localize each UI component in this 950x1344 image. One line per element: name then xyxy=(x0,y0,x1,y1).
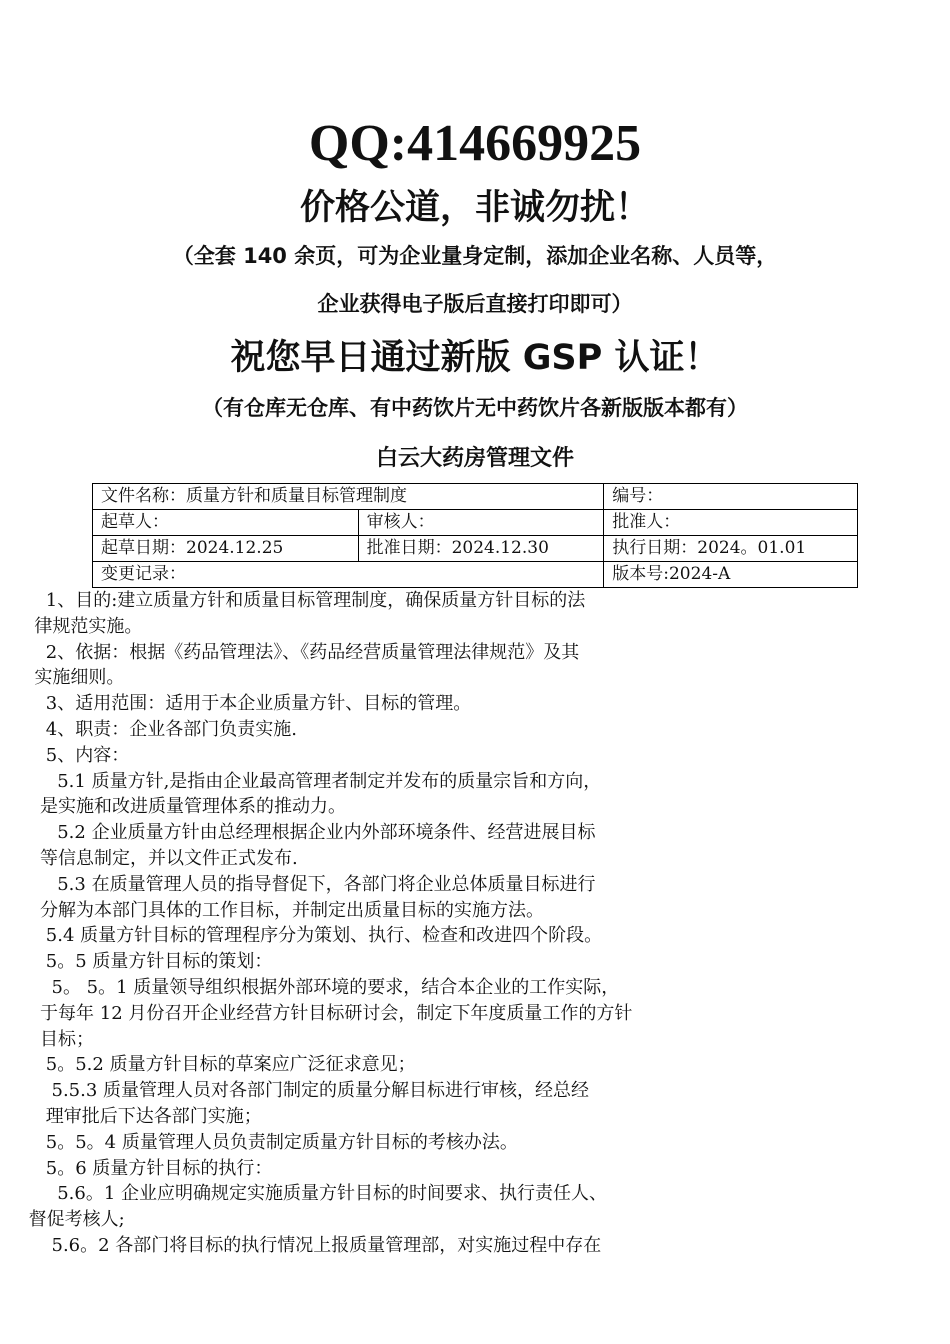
body-line: 5.4 质量方针目标的管理程序分为策划、执行、检查和改进四个阶段。 xyxy=(0,925,603,947)
change-log-cell: 变更记录： xyxy=(93,562,604,588)
body-line: 律规范实施。 xyxy=(0,615,143,637)
body-line: 5.6。1 企业应明确规定实施质量方针目标的时间要求、执行责任人、 xyxy=(0,1183,608,1205)
body-line: 5。5 质量方针目标的策划： xyxy=(0,951,273,973)
approver-cell: 批准人： xyxy=(604,510,858,536)
note-line-2: 企业获得电子版后直接打印即可） xyxy=(317,292,633,316)
body-line: 于每年 12 月份召开企业经营方针目标研讨会，制定下年度质量工作的方针 xyxy=(0,1002,633,1024)
note-line-1: （全套 140 余页，可为企业量身定制，添加企业名称、人员等， xyxy=(172,244,778,268)
reviewer-cell: 审核人： xyxy=(358,510,604,536)
drafter-cell: 起草人： xyxy=(93,510,359,536)
body-line: 分解为本部门具体的工作目标，并制定出质量目标的实施方法。 xyxy=(0,899,545,921)
table-row xyxy=(93,484,858,510)
draft-date-cell: 起草日期：2024.12.25 xyxy=(93,536,359,562)
document-body xyxy=(0,588,950,1259)
body-line: 5.5.3 质量管理人员对各部门制定的质量分解目标进行审核，经总经 xyxy=(0,1080,590,1102)
body-line: 是实施和改进质量管理体系的推动力。 xyxy=(0,796,347,818)
body-line: 5、内容： xyxy=(0,744,130,766)
body-line: 1、目的:建立质量方针和质量目标管理制度，确保质量方针目标的法 xyxy=(0,590,586,611)
body-line: 5.6。2 各部门将目标的执行情况上报质量管理部，对实施过程中存在 xyxy=(0,1234,602,1256)
document-meta-table xyxy=(92,483,858,588)
gsp-wish: 祝您早日通过新版 GSP 认证！ xyxy=(230,338,720,378)
version-cell: 版本号:2024-A xyxy=(604,562,858,588)
body-line: 等信息制定，并以文件正式发布. xyxy=(0,847,298,869)
body-line: 5.1 质量方针,是指由企业最高管理者制定并发布的质量宗旨和方向， xyxy=(0,770,602,792)
body-line: 实施细则。 xyxy=(0,667,125,689)
body-line: 5。5.2 质量方针目标的草案应广泛征求意见； xyxy=(0,1054,416,1076)
body-line: 5.3 在质量管理人员的指导督促下，各部门将企业总体质量目标进行 xyxy=(0,873,596,895)
qq-contact: QQ:414669925 xyxy=(308,115,642,172)
body-line: 5.2 企业质量方针由总经理根据企业内外部环境条件、经营进展目标 xyxy=(0,822,596,844)
table-row xyxy=(93,536,858,562)
body-line: 2、依据：根据《药品管理法》、《药品经营质量管理法律规范》及其 xyxy=(0,641,580,663)
body-line: 3、适用范围：适用于本企业质量方针、目标的管理。 xyxy=(0,693,472,715)
table-row xyxy=(93,562,858,588)
approve-date-cell: 批准日期：2024.12.30 xyxy=(358,536,604,562)
body-line: 5。 5。1 质量领导组织根据外部环境的要求，结合本企业的工作实际， xyxy=(0,976,620,998)
table-row xyxy=(93,510,858,536)
body-line: 理审批后下达各部门实施； xyxy=(0,1105,262,1127)
slogan: 价格公道，非诚勿扰！ xyxy=(299,188,650,228)
body-line: 5。5。4 质量管理人员负责制定质量方针目标的考核办法。 xyxy=(0,1131,518,1153)
version-note: （有仓库无仓库、有中药饮片无中药饮片各新版版本都有） xyxy=(202,396,748,420)
number-cell: 编号： xyxy=(604,484,858,510)
body-line: 4、职责：企业各部门负责实施. xyxy=(0,718,297,740)
body-line: 目标； xyxy=(0,1028,95,1050)
file-name-cell: 文件名称：质量方针和质量目标管理制度 xyxy=(93,484,604,510)
exec-date-cell: 执行日期：2024。01.01 xyxy=(604,536,858,562)
body-line: 5。6 质量方针目标的执行： xyxy=(0,1157,273,1179)
body-line: 督促考核人; xyxy=(0,1209,125,1231)
document-title: 白云大药房管理文件 xyxy=(375,446,574,471)
